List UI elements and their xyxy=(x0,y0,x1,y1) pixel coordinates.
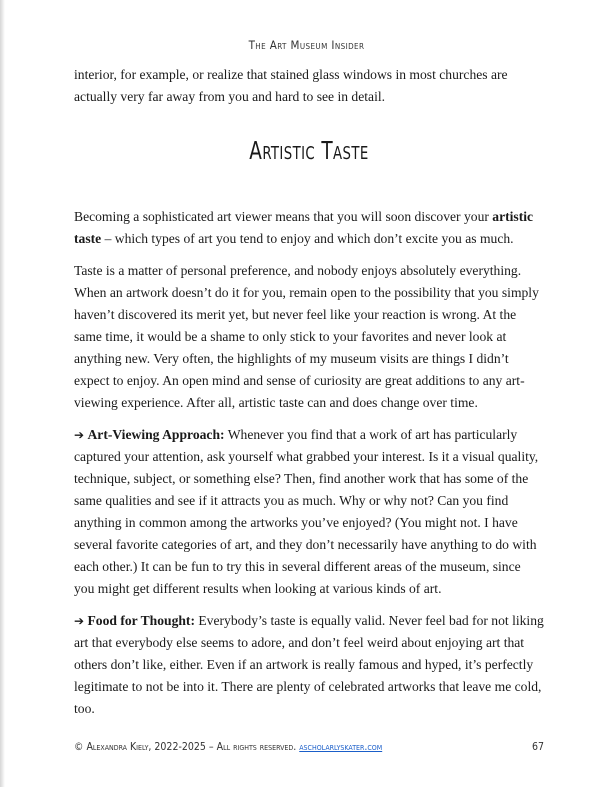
intro-continuation: interior, for example, or realize that stained glass windows in most churches are actually very far away from you and hard to see in detail. xyxy=(74,67,508,104)
paragraph-text: Everybody’s taste is equally valid. Never feel bad for not liking art that everybody else seems to adore, and don’t feel weird about enjoying art that others don’t like, either. Even if an artwork is really famous and hyped, it’s perfectly legitimate to not be into it. There are plenty of celebrated artworks that leave me cold, too. xyxy=(74,613,544,716)
paragraph-text: Whenever you find that a work of art has particularly captured your attention, ask yourself what grabbed your interest. Is it a visual quality, technique, subject, or something else? Then, find another work that has some of the same qualities and see if it attracts you as much. Why or why not? Can you find anything in common among the artworks you’ve enjoyed? (You might not. I have several favorite categories of art, and they don’t necessarily have anything to do with each other.) It can be fun to try this in several different areas of the museum, since you might get different results when looking at various kinds of art. xyxy=(74,427,539,596)
website-link[interactable]: ascholarlyskater.com xyxy=(299,741,383,753)
footer-copyright xyxy=(74,741,382,753)
paragraph-food-for-thought xyxy=(74,610,544,720)
running-header: The Art Museum Insider xyxy=(248,38,365,52)
callout-lead: Art-Viewing Approach: xyxy=(87,427,225,442)
page-edge-shadow xyxy=(0,0,5,787)
paragraph-text: – which types of art you tend to enjoy and which don’t excite you as much. xyxy=(101,231,514,246)
section-title: Artistic Taste xyxy=(249,136,369,165)
callout-lead: Food for Thought: xyxy=(87,613,195,628)
page-number: 67 xyxy=(531,741,544,753)
paragraph-art-viewing-approach xyxy=(74,424,544,600)
copyright-text: © Alexandra Kiely, 2022-2025 – All rights reserved. xyxy=(74,741,300,753)
arrow-icon: ➔ xyxy=(74,614,85,628)
paragraph-taste-preference: Taste is a matter of personal preference, and nobody enjoys absolutely everything. When an artwork doesn’t do it for you, remain open to the possibility that you simply haven’t discovered its merit yet, but never feel like your reaction is wrong. At the same time, it would be a shame to only stick to your favorites and never look at anything new. Very often, the highlights of my museum visits are things I didn’t expect to enjoy. An open mind and sense of curiosity are great additions to any art-viewing experience. After all, artistic taste can and does change over time. xyxy=(74,263,539,410)
arrow-icon: ➔ xyxy=(74,428,85,442)
bold-term: artistic taste xyxy=(74,209,534,246)
page-footer xyxy=(74,741,544,753)
page-content xyxy=(74,64,544,730)
paragraph-text: Becoming a sophisticated art viewer means that you will soon discover your xyxy=(74,209,493,224)
paragraph-artistic-taste xyxy=(74,206,544,250)
